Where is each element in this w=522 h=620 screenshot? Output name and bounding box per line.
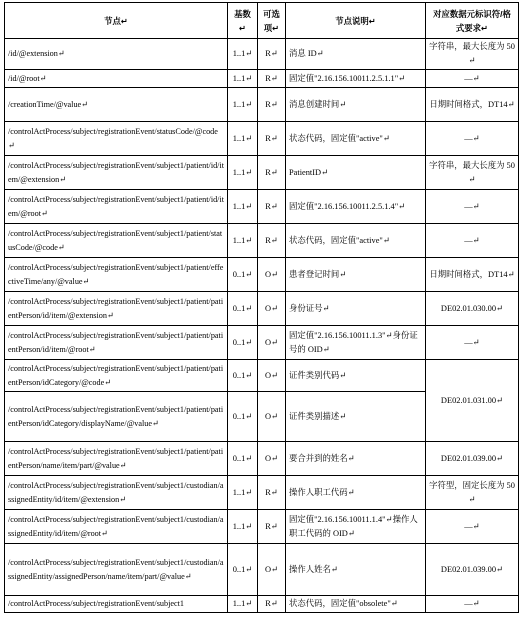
node-path: /controlActProcess/subject/registrationEvent/subject1/patient/patientPerson/id/item/@root↵	[5, 326, 228, 360]
node-description: 要合并到的姓名↵	[286, 442, 426, 476]
cardinality: 1..1↵	[228, 510, 258, 544]
data-element: —↵	[426, 122, 519, 156]
table-row	[5, 39, 519, 70]
data-element: 字符型，固定长度为 50↵	[426, 476, 519, 510]
node-spec-table	[4, 2, 519, 613]
data-element: —↵	[426, 510, 519, 544]
data-element: DE02.01.030.00↵	[426, 292, 519, 326]
optionality: R↵	[258, 88, 286, 122]
optionality: O↵	[258, 258, 286, 292]
node-path: /controlActProcess/subject/registrationEvent/subject1/patient/patientPerson/name/item/part/@value↵	[5, 442, 228, 476]
node-description: 操作人职工代码↵	[286, 476, 426, 510]
data-element: DE02.01.039.00↵	[426, 442, 519, 476]
data-element: —↵	[426, 70, 519, 88]
optionality: O↵	[258, 326, 286, 360]
cardinality: 1..1↵	[228, 156, 258, 190]
node-path: /controlActProcess/subject/registrationEvent/subject1/custodian/assignedEntity/id/item/@root↵	[5, 510, 228, 544]
node-path: /controlActProcess/subject/registrationEvent/subject1/patient/patientPerson/idCategory/@code↵	[5, 360, 228, 392]
table-row	[5, 544, 519, 596]
table-row	[5, 442, 519, 476]
cardinality: 1..1↵	[228, 88, 258, 122]
data-element: —↵	[426, 224, 519, 258]
cardinality: 0..1↵	[228, 326, 258, 360]
node-path: /creationTime/@value↵	[5, 88, 228, 122]
data-element: 字符串，最大长度为 50↵	[426, 39, 519, 70]
node-description: 消息 ID↵	[286, 39, 426, 70]
cardinality: 1..1↵	[228, 190, 258, 224]
node-description: 固定值"2.16.156.10011.2.5.1.4"↵	[286, 190, 426, 224]
optionality: R↵	[258, 224, 286, 258]
table-row	[5, 122, 519, 156]
node-description: PatientID↵	[286, 156, 426, 190]
cardinality: 0..1↵	[228, 292, 258, 326]
node-path: /controlActProcess/subject/registrationEvent/subject1/patient/statusCode/@code↵	[5, 224, 228, 258]
table-row	[5, 360, 519, 392]
cardinality: 0..1↵	[228, 392, 258, 442]
node-description: 状态代码，固定值"obsolete"↵	[286, 596, 426, 613]
optionality: R↵	[258, 70, 286, 88]
node-path: /controlActProcess/subject/registrationEvent/statusCode/@code↵	[5, 122, 228, 156]
node-description: 状态代码，固定值"active"↵	[286, 122, 426, 156]
node-path: /controlActProcess/subject/registrationEvent/subject1/patient/patientPerson/idCategory/displayName/@value↵	[5, 392, 228, 442]
cardinality: 0..1↵	[228, 360, 258, 392]
data-element: —↵	[426, 190, 519, 224]
table-row	[5, 326, 519, 360]
data-element: 字符串，最大长度为 50↵	[426, 156, 519, 190]
table-row	[5, 190, 519, 224]
data-element: —↵	[426, 326, 519, 360]
cardinality: 0..1↵	[228, 258, 258, 292]
data-element: —↵	[426, 596, 519, 613]
optionality: R↵	[258, 156, 286, 190]
cardinality: 1..1↵	[228, 70, 258, 88]
node-description: 固定值"2.16.156.10011.1.3"↵身份证号的 OID↵	[286, 326, 426, 360]
table-row	[5, 156, 519, 190]
optionality: R↵	[258, 476, 286, 510]
header-data-element: 对应数据元标识符/格式要求↵	[426, 3, 519, 39]
data-element: 日期时间格式，DT14↵	[426, 258, 519, 292]
node-description: 患者登记时间↵	[286, 258, 426, 292]
data-element: 日期时间格式，DT14↵	[426, 88, 519, 122]
optionality: O↵	[258, 360, 286, 392]
table-row	[5, 224, 519, 258]
node-description: 证件类别代码↵	[286, 360, 426, 392]
optionality: R↵	[258, 190, 286, 224]
table-row	[5, 292, 519, 326]
node-path: /controlActProcess/subject/registrationEvent/subject1/patient/patientPerson/id/item/@extension↵	[5, 292, 228, 326]
node-description: 操作人姓名↵	[286, 544, 426, 596]
table-row	[5, 510, 519, 544]
optionality: O↵	[258, 292, 286, 326]
node-path: /id/@root↵	[5, 70, 228, 88]
optionality: O↵	[258, 392, 286, 442]
node-path: /controlActProcess/subject/registrationEvent/subject1/patient/id/item/@root↵	[5, 190, 228, 224]
cardinality: 1..1↵	[228, 476, 258, 510]
node-description: 固定值"2.16.156.10011.2.5.1.1"↵	[286, 70, 426, 88]
node-path: /controlActProcess/subject/registrationEvent/subject1/custodian/assignedEntity/id/item/@extension↵	[5, 476, 228, 510]
optionality: R↵	[258, 596, 286, 613]
node-path: /controlActProcess/subject/registrationEvent/subject1/patient/effectiveTime/any/@value↵	[5, 258, 228, 292]
table-row	[5, 258, 519, 292]
header-row	[5, 3, 519, 39]
optionality: R↵	[258, 510, 286, 544]
cardinality: 1..1↵	[228, 596, 258, 613]
table-row	[5, 476, 519, 510]
header-node: 节点↵	[5, 3, 228, 39]
optionality: R↵	[258, 39, 286, 70]
node-path: /controlActProcess/subject/registrationEvent/subject1/patient/id/item/@extension↵	[5, 156, 228, 190]
optionality: O↵	[258, 442, 286, 476]
node-path: /controlActProcess/subject/registrationEvent/subject1	[5, 596, 228, 613]
data-element: DE02.01.031.00↵	[426, 360, 519, 442]
node-path: /id/@extension↵	[5, 39, 228, 70]
node-description: 状态代码，固定值"active"↵	[286, 224, 426, 258]
node-description: 身份证号↵	[286, 292, 426, 326]
node-description: 固定值"2.16.156.10011.1.4"↵操作人职工代码的 OID↵	[286, 510, 426, 544]
node-path: /controlActProcess/subject/registrationEvent/subject1/custodian/assignedEntity/assignedPerson/name/item/part/@value↵	[5, 544, 228, 596]
table-row	[5, 596, 519, 613]
cardinality: 0..1↵	[228, 544, 258, 596]
cardinality: 1..1↵	[228, 224, 258, 258]
header-description: 节点说明↵	[286, 3, 426, 39]
node-description: 消息创建时间↵	[286, 88, 426, 122]
cardinality: 1..1↵	[228, 122, 258, 156]
optionality: O↵	[258, 544, 286, 596]
data-element: DE02.01.039.00↵	[426, 544, 519, 596]
node-description: 证件类别描述↵	[286, 392, 426, 442]
optionality: R↵	[258, 122, 286, 156]
cardinality: 1..1↵	[228, 39, 258, 70]
cardinality: 0..1↵	[228, 442, 258, 476]
header-cardinality: 基数↵	[228, 3, 258, 39]
table-row	[5, 70, 519, 88]
header-optional: 可选项↵	[258, 3, 286, 39]
table-row	[5, 88, 519, 122]
